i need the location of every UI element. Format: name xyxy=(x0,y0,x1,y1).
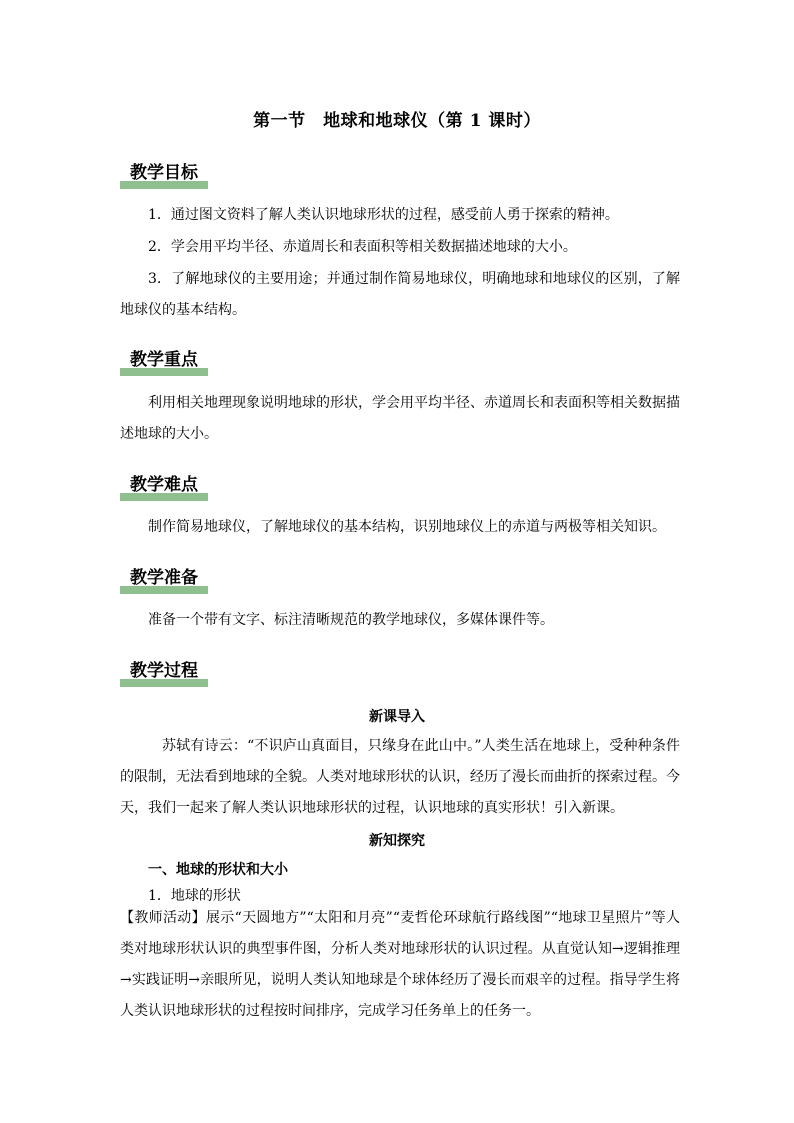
difficulties-text: 制作简易地球仪，了解地球仪的基本结构，识别地球仪上的赤道与两极等相关知识。 xyxy=(148,519,666,535)
heading-preparation: 教学准备 xyxy=(120,565,208,591)
intro-title: 新课导入 xyxy=(369,709,425,725)
activity-text: 展示“天圆地方”“太阳和月亮”“麦哲伦环球航行路线图”“地球卫星照片”等人类对地球形状认识的典型事件图，分析人类对地球形状的认识过程。从直觉认知→逻辑推理→实践证明→亲眼所见，说明人类认知地球是个球体经历了漫长而艰辛的过程。指导学生将人类认识地球形状的过程按时间排序，完成学习任务单上的任务一。 xyxy=(120,910,681,1019)
objective-item-2: 2．学会用平均半径、赤道周长和表面积等相关数据描述地球的大小。 xyxy=(148,239,577,255)
heading-difficulties: 教学难点 xyxy=(120,472,208,498)
objective-item-3: 3．了解地球仪的主要用途；并通过制作简易地球仪，明确地球和地球仪的区别，了解地球仪的基本结构。 xyxy=(120,271,680,318)
preparation-text: 准备一个带有文字、标注清晰规范的教学地球仪，多媒体课件等。 xyxy=(148,612,554,628)
explore-title: 新知探究 xyxy=(369,833,425,849)
teacher-activity-paragraph xyxy=(120,903,680,1027)
point-one-title: 1．地球的形状 xyxy=(148,888,241,904)
key-points-text: 利用相关地理现象说明地球的形状，学会用平均半径、赤道周长和表面积等相关数据描述地球的大小。 xyxy=(120,395,680,442)
page-title: 第一节 地球和地球仪（第 1 课时） xyxy=(253,111,541,131)
part-one-title: 一、地球的形状和大小 xyxy=(148,862,288,878)
objective-item-1: 1．通过图文资料了解人类认识地球形状的过程，感受前人勇于探索的精神。 xyxy=(148,207,619,223)
heading-key-points: 教学重点 xyxy=(120,347,208,373)
heading-process: 教学过程 xyxy=(120,658,208,684)
intro-text: 苏轼有诗云：“不识庐山真面目，只缘身在此山中。”人类生活在地球上，受种种条件的限制，无法看到地球的全貌。人类对地球形状的认识，经历了漫长而曲折的探索过程。今天，我们一起来了解人类认识地球形状的过程，认识地球的真实形状！引入新课。 xyxy=(120,738,680,816)
heading-objectives: 教学目标 xyxy=(120,160,208,186)
activity-label: 【教师活动】 xyxy=(120,910,206,926)
